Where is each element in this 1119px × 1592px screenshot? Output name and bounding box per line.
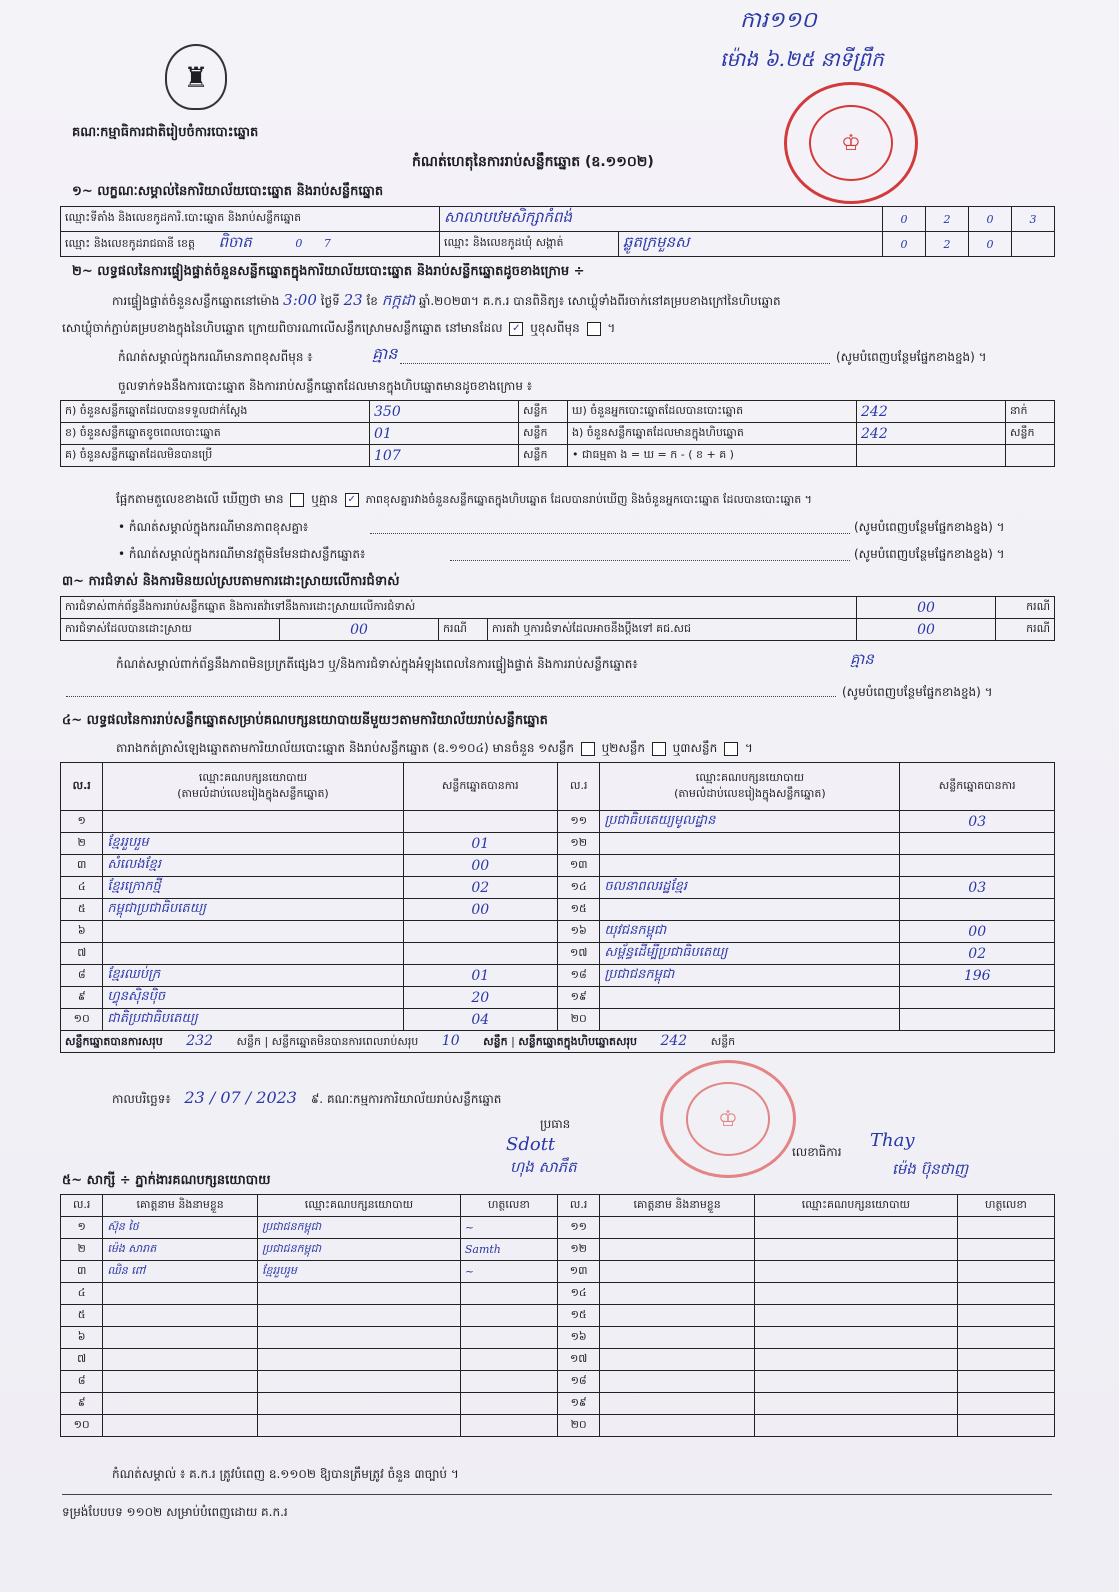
witness-name xyxy=(600,1239,755,1261)
party-result-row xyxy=(61,833,1055,855)
party-name xyxy=(103,811,403,833)
total-box-value: 242 xyxy=(660,1032,688,1049)
tally-sheets-text: តារាងកត់ត្រាសំឡេងឆ្នោតតាមការិយាល័យបោះឆ្នោត និងរាប់សន្លឹកឆ្នោត (ឧ.១១០៤) មានចំនួន ១សន្លឹក xyxy=(116,741,574,755)
appeal-unit: ករណី xyxy=(996,619,1055,641)
no-diff-label: ឬគ្មាន xyxy=(311,492,338,506)
total-box-unit: សន្លឹក xyxy=(710,1034,736,1048)
witness-name xyxy=(600,1349,755,1371)
witness-signature xyxy=(460,1415,557,1437)
witness-signature: ~ xyxy=(460,1217,557,1239)
party-votes: 02 xyxy=(403,877,557,899)
party-votes: 00 xyxy=(900,921,1055,943)
witness-name: ស៊ុន ថៃ xyxy=(103,1217,258,1239)
witness-no: ៦ xyxy=(61,1327,103,1349)
party-name: ហ្វុនស៊ិនប៉ិច xyxy=(103,987,403,1009)
party-result-row xyxy=(61,855,1055,877)
party-votes: 00 xyxy=(403,899,557,921)
party-result-row xyxy=(61,899,1055,921)
party-no: ២ xyxy=(61,833,103,855)
col-party-right: ឈ្មោះគណបក្សនយោបាយ (តាមលំដាប់លេខរៀងក្នុងសន្លឹកឆ្នោត) xyxy=(600,763,900,811)
party-name: យុវជនកម្ពុជា xyxy=(600,921,900,943)
two-sheet-label: ឬ២សន្លឹក xyxy=(601,741,646,755)
section1-title: ១~ លក្ខណៈសម្គាល់នៃការិយាល័យបោះឆ្នោត និងរាប់សន្លឹកឆ្នោត xyxy=(72,184,384,199)
party-no: ១៨ xyxy=(558,965,600,987)
witness-party xyxy=(754,1393,957,1415)
witness-no: ១៩ xyxy=(557,1393,599,1415)
party-name xyxy=(600,899,900,921)
total-box-label: សន្លឹកឆ្នោតក្នុងហិបឆ្នោតសរុប xyxy=(518,1034,637,1048)
chair-label: ប្រធាន xyxy=(540,1117,571,1131)
irregularity-hint: (សូមបំពេញបន្ថែមផ្នែកខាងខ្នង) ។ xyxy=(842,685,993,699)
witness-no: ១៥ xyxy=(557,1305,599,1327)
witness-col-party-left: ឈ្មោះគណបក្សនយោបាយ xyxy=(257,1195,460,1217)
total-invalid-unit: សន្លឹក xyxy=(483,1034,508,1048)
witness-name xyxy=(103,1283,258,1305)
party-name: ប្រជាធិបតេយ្យមូលដ្ឋាន xyxy=(600,811,900,833)
location-code-2: 2 xyxy=(926,207,969,232)
party-result-row xyxy=(61,987,1055,1009)
figure-left-label: ក) ចំនួនសន្លឹកឆ្នោតដែលបានទទួលជាក់ស្តែង xyxy=(61,401,370,423)
witness-signature xyxy=(460,1327,557,1349)
col-no-right: ល.រ xyxy=(558,763,600,811)
section4-title: ៤~ លទ្ធផលនៃការរាប់សន្លឹកឆ្នោតសម្រាប់គណបក្សនយោបាយនីមួយៗតាមការិយាល័យរាប់សន្លឹកឆ្នោត xyxy=(62,713,548,728)
party-votes: 04 xyxy=(403,1009,557,1031)
party-name xyxy=(600,1009,900,1031)
section2-title: ២~ លទ្ធផលនៃការផ្ទៀងផ្ទាត់ចំនួនសន្លឹកឆ្នោតក្នុងការិយាល័យបោះឆ្នោត និងរាប់សន្លឹកឆ្នោតដូចខាងក្រោម ÷ xyxy=(72,264,585,279)
witness-name xyxy=(103,1415,258,1437)
party-result-row xyxy=(61,811,1055,833)
no-diff-checkbox[interactable]: ✓ xyxy=(345,493,359,507)
party-votes: 00 xyxy=(403,855,557,877)
figure-left-label: ខ) ចំនួនសន្លឹកឆ្នោតខូចពេលបោះឆ្នោត xyxy=(61,423,370,445)
witness-col-name-left: គោត្តនាម និងនាមខ្លួន xyxy=(103,1195,258,1217)
witness-signature xyxy=(460,1349,557,1371)
col-votes-right: សន្លឹកឆ្នោតបានការ xyxy=(900,763,1055,811)
figure-left-label: គ) ចំនួនសន្លឹកឆ្នោតដែលមិនបានប្រើ xyxy=(61,445,370,467)
witness-no: ៤ xyxy=(61,1283,103,1305)
diff-case-note: • កំណត់សម្គាល់ក្នុងករណីមានភាពខុសគ្នា៖ xyxy=(118,520,309,534)
date-value: 23 / 07 / 2023 xyxy=(184,1088,297,1107)
witness-no: ១៤ xyxy=(557,1283,599,1305)
witness-name xyxy=(103,1305,258,1327)
secretary-name: ម៉េង ប៊ុនថាញ xyxy=(892,1160,969,1178)
verification-month: កក្កដា xyxy=(381,291,416,309)
party-votes: 02 xyxy=(900,943,1055,965)
form-title: កំណត់ហេតុនៃការរាប់សន្លឹកឆ្នោត (ឧ.១១០២) xyxy=(412,154,654,170)
party-result-row xyxy=(61,943,1055,965)
witness-row xyxy=(61,1415,1055,1437)
witness-col-name-right: គោត្តនាម និងនាមខ្លួន xyxy=(600,1195,755,1217)
objections-value: 00 xyxy=(857,597,996,619)
chair-signature: Sdott xyxy=(506,1134,556,1155)
witness-row xyxy=(61,1349,1055,1371)
day-label: ថ្ងៃទី xyxy=(320,294,340,308)
witness-name xyxy=(600,1415,755,1437)
witness-party: ប្រជាជនកម្ពុជា xyxy=(257,1239,460,1261)
witness-name xyxy=(103,1393,258,1415)
witness-col-party-right: ឈ្មោះគណបក្សនយោបាយ xyxy=(754,1195,957,1217)
witness-signature xyxy=(460,1283,557,1305)
witness-row xyxy=(61,1393,1055,1415)
witness-col-sign-right: ហត្ថលេខា xyxy=(957,1195,1054,1217)
witness-name xyxy=(600,1261,755,1283)
party-votes xyxy=(900,855,1055,877)
month-label: ខែ xyxy=(366,294,378,308)
seal-text: សោឃ្លុំចាក់ភ្ជាប់គម្របខាងក្នុងនៃហិបឆ្នោត ក្រោយពិចារណាលើសន្លឹកស្រោមសន្លឹកឆ្នោត នៅមានដែល xyxy=(62,321,503,335)
figure-right-value: 242 xyxy=(857,401,1006,423)
witness-signature xyxy=(957,1393,1054,1415)
tally-sheets-line: តារាងកត់ត្រាសំឡេងឆ្នោតតាមការិយាល័យបោះឆ្នោត និងរាប់សន្លឹកឆ្នោត (ឧ.១១០៤) មានចំនួន ១សន្លឹក ឬ២សន្លឹក ឬ៣សន្លឹក ។ xyxy=(116,741,753,755)
footer-text: ទម្រង់បែបបទ ១១០២ សម្រាប់បំពេញដោយ គ.ក.រ xyxy=(62,1505,288,1519)
irregularity-value: គ្មាន xyxy=(850,650,874,668)
seal-line: សោឃ្លុំចាក់ភ្ជាប់គម្របខាងក្នុងនៃហិបឆ្នោត ក្រោយពិចារណាលើសន្លឹកស្រោមសន្លឹកឆ្នោត នៅមានដែល ✓ ឬខុសពីមុន ។ xyxy=(62,321,616,335)
appeal-label: ការតវ៉ា ឬការជំទាស់ដែលអាចនឹងប្តឹងទៅ គជ.សជ xyxy=(488,619,857,641)
witness-no: ២ xyxy=(61,1239,103,1261)
witness-signature xyxy=(460,1305,557,1327)
witness-no: ១៧ xyxy=(557,1349,599,1371)
witness-row xyxy=(61,1327,1055,1349)
witness-party xyxy=(257,1349,460,1371)
witness-no: ៥ xyxy=(61,1305,103,1327)
section1-table xyxy=(60,206,1055,257)
party-votes xyxy=(403,921,557,943)
party-no: ៣ xyxy=(61,855,103,877)
witness-party xyxy=(257,1327,460,1349)
seal-diff-checkbox[interactable] xyxy=(587,322,601,336)
witness-party xyxy=(754,1239,957,1261)
location-code-3: 0 xyxy=(969,207,1012,232)
province-code-2: 7 xyxy=(323,237,331,250)
witness-signature xyxy=(460,1393,557,1415)
committee-stamp-icon: ♔ xyxy=(660,1060,796,1178)
party-name: សម្ព័ន្ធដើម្បីប្រជាធិបតេយ្យ xyxy=(600,943,900,965)
party-no: ១៣ xyxy=(558,855,600,877)
party-result-row xyxy=(61,921,1055,943)
witness-no: ១០ xyxy=(61,1415,103,1437)
witness-signature xyxy=(957,1327,1054,1349)
party-votes xyxy=(403,811,557,833)
witness-party xyxy=(754,1415,957,1437)
party-name: សំលេងខ្មែរ xyxy=(103,855,403,877)
figures-intro: ចួលទាក់ទងនឹងការបោះឆ្នោត និងការរាប់សន្លឹកឆ្នោតដែលមានក្នុងហិបឆ្នោតមានដូចខាងក្រោម ៖ xyxy=(118,379,533,393)
witness-signature xyxy=(957,1305,1054,1327)
seal-ok-checkbox[interactable]: ✓ xyxy=(509,322,523,336)
witness-signature xyxy=(460,1371,557,1393)
witness-name xyxy=(600,1393,755,1415)
commune-code-1: 0 xyxy=(883,232,926,257)
handwritten-time: ម៉ោង ៦.២៥ នាទីព្រឹក xyxy=(720,47,884,71)
party-votes xyxy=(403,943,557,965)
witness-name xyxy=(103,1327,258,1349)
objections-label: ការជំទាស់ពាក់ព័ន្ធនឹងការរាប់សន្លឹកឆ្នោត និងការតវ៉ាទៅនឹងការដោះស្រាយលើការជំទាស់ xyxy=(61,597,857,619)
party-name: ខ្មែររួបរួម xyxy=(103,833,403,855)
witness-signature xyxy=(957,1217,1054,1239)
witness-row xyxy=(61,1283,1055,1305)
witness-no: ១ xyxy=(61,1217,103,1239)
party-votes: 196 xyxy=(900,965,1055,987)
witness-no: ២០ xyxy=(557,1415,599,1437)
location-label: ឈ្មោះទីតាំង និងលេខកូដការិ.បោះឆ្នោត និងរាប់សន្លឹកឆ្នោត xyxy=(61,207,440,232)
witness-party xyxy=(754,1371,957,1393)
figure-left-unit: សន្លឹក xyxy=(519,401,568,423)
witness-party xyxy=(754,1283,957,1305)
verification-text: ការផ្ទៀងផ្ទាត់ចំនួនសន្លឹកឆ្នោតនៅម៉ោង xyxy=(112,294,280,308)
handwritten-note: ការ១១០ xyxy=(740,8,817,33)
witness-signature: Samth xyxy=(460,1239,557,1261)
party-name xyxy=(103,943,403,965)
witness-name xyxy=(103,1349,258,1371)
figures-row xyxy=(61,401,1055,423)
witness-no: ១២ xyxy=(557,1239,599,1261)
party-no: ១៤ xyxy=(558,877,600,899)
witness-col-no-right: ល.រ xyxy=(557,1195,599,1217)
party-name xyxy=(600,833,900,855)
party-no: ៥ xyxy=(61,899,103,921)
objections-unit: ករណី xyxy=(996,597,1055,619)
location-code-1: 0 xyxy=(883,207,926,232)
witness-signature xyxy=(957,1371,1054,1393)
party-name xyxy=(600,855,900,877)
three-sheet-label: ឬ៣សន្លឹក xyxy=(672,741,718,755)
witness-no: ៨ xyxy=(61,1371,103,1393)
party-votes: 01 xyxy=(403,965,557,987)
witness-name xyxy=(103,1371,258,1393)
col-party-left: ឈ្មោះគណបក្សនយោបាយ (តាមលំដាប់លេខរៀងក្នុងសន្លឹកឆ្នោត) xyxy=(103,763,403,811)
party-no: ៦ xyxy=(61,921,103,943)
party-no: ១២ xyxy=(558,833,600,855)
commune-label: ឈ្មោះ និងលេខកូដឃុំ សង្កាត់ xyxy=(440,232,619,257)
figure-right-unit xyxy=(1006,445,1055,467)
witness-no: ១៣ xyxy=(557,1261,599,1283)
witness-party xyxy=(257,1371,460,1393)
witness-signature xyxy=(957,1415,1054,1437)
witness-party xyxy=(754,1327,957,1349)
figure-right-unit: សន្លឹក xyxy=(1006,423,1055,445)
irregularity-note: កំណត់សម្គាល់ពាក់ព័ន្ធនឹងភាពមិនប្រក្រតីផ្សេងៗ ឬ/និងការជំទាស់ក្នុងអំឡុងពេលនៃការផ្ទៀងផ្ទាត់ និងការរាប់សន្លឹកឆ្នោត៖ xyxy=(116,657,638,671)
party-name: ប្រជាជនកម្ពុជា xyxy=(600,965,900,987)
appeal-value: 00 xyxy=(857,619,996,641)
verification-time: 3:00 xyxy=(283,291,317,309)
party-no: ១០ xyxy=(61,1009,103,1031)
diff-note-label: កំណត់សម្គាល់ក្នុងករណីមានភាពខុសពីមុន ៖ xyxy=(118,350,313,364)
figure-left-value: 01 xyxy=(370,423,519,445)
party-name: ខ្មែរឈប់ក្រ xyxy=(103,965,403,987)
figure-left-unit: សន្លឹក xyxy=(519,445,568,467)
figure-left-value: 350 xyxy=(370,401,519,423)
party-no: ៧ xyxy=(61,943,103,965)
witness-row xyxy=(61,1371,1055,1393)
org-name: គណៈកម្មាធិការជាតិរៀបចំការបោះឆ្នោត xyxy=(72,125,259,140)
province-code-1: 0 xyxy=(295,237,303,250)
figures-row xyxy=(61,423,1055,445)
party-no: ១ xyxy=(61,811,103,833)
figure-right-unit: នាក់ xyxy=(1006,401,1055,423)
witness-note: កំណត់សម្គាល់ ៖ គ.ក.រ ត្រូវបំពេញ ឧ.១១០២ ឱ្យបានត្រឹមត្រូវ ចំនួន ៣ច្បាប់ ។ xyxy=(112,1467,459,1481)
total-invalid-value: 10 xyxy=(441,1032,460,1049)
witness-name xyxy=(600,1305,755,1327)
witness-row xyxy=(61,1239,1055,1261)
witness-party: ខ្មែររួបរួម xyxy=(257,1261,460,1283)
resolved-value: 00 xyxy=(280,619,439,641)
witness-signature xyxy=(957,1349,1054,1371)
witness-no: ៣ xyxy=(61,1261,103,1283)
party-no: ១៥ xyxy=(558,899,600,921)
witness-no: ១៨ xyxy=(557,1371,599,1393)
figure-right-label: ឃ) ចំនួនអ្នកបោះឆ្នោតដែលបានបោះឆ្នោត xyxy=(568,401,857,423)
province-label: ឈ្មោះ និងលេខកូដរាជធានី ខេត្ត xyxy=(65,237,195,250)
foreign-object-note: • កំណត់សម្គាល់ក្នុងករណីមានវត្ថុមិនមែនជាសន្លឹកឆ្នោត៖ xyxy=(118,547,366,561)
party-votes: 01 xyxy=(403,833,557,855)
secretary-label: លេខាធិការ xyxy=(792,1145,842,1159)
party-name xyxy=(600,987,900,1009)
witness-col-no-left: ល.រ xyxy=(61,1195,103,1217)
witness-name xyxy=(600,1327,755,1349)
secretary-signature: Thay xyxy=(870,1130,915,1151)
witness-signature xyxy=(957,1261,1054,1283)
figures-row xyxy=(61,445,1055,467)
witness-party xyxy=(257,1305,460,1327)
party-result-row xyxy=(61,877,1055,899)
witness-no: ១៦ xyxy=(557,1327,599,1349)
location-value: សាលាបឋមសិក្សាកំពង់ xyxy=(440,207,883,232)
location-code-4: 3 xyxy=(1012,207,1055,232)
date-line xyxy=(112,1088,501,1109)
diff-note-hint: (សូមបំពេញបន្ថែមផ្នែកខាងខ្នង) ។ xyxy=(836,350,987,364)
witness-signature xyxy=(957,1239,1054,1261)
witness-name xyxy=(600,1217,755,1239)
committee-label: ៩. គណៈកម្មការការិយាល័យរាប់សន្លឹកឆ្នោត xyxy=(310,1092,502,1106)
witness-col-sign-left: ហត្ថលេខា xyxy=(460,1195,557,1217)
totals-row: សន្លឹកឆ្នោតបានការសរុប 232 សន្លឹក | សន្លឹកឆ្នោតមិនបានការពេលរាប់សរុប 10 សន្លឹក | សន្លឹកឆ្នោតក្នុងហិបឆ្នោតសរុប 242 សន្លឹក xyxy=(61,1031,1055,1053)
party-no: ១១ xyxy=(558,811,600,833)
diff-result-line xyxy=(116,491,812,509)
party-votes xyxy=(900,1009,1055,1031)
figure-right-value xyxy=(857,445,1006,467)
diff-result-text: ផ្អែកតាមតួលេខខាងលើ ឃើញថា មាន xyxy=(116,492,284,506)
diff-case-hint: (សូមបំពេញបន្ថែមផ្នែកខាងខ្នង) ។ xyxy=(854,520,1005,534)
witness-row xyxy=(61,1305,1055,1327)
party-no: ២០ xyxy=(558,1009,600,1031)
angkor-seal-icon: ♜ xyxy=(165,44,227,110)
witness-party xyxy=(754,1305,957,1327)
party-votes: 03 xyxy=(900,811,1055,833)
verification-line xyxy=(112,291,781,313)
col-votes-left: សន្លឹកឆ្នោតបានការ xyxy=(403,763,557,811)
figure-left-value: 107 xyxy=(370,445,519,467)
party-votes xyxy=(900,833,1055,855)
witness-party xyxy=(754,1261,957,1283)
witness-no: ៧ xyxy=(61,1349,103,1371)
party-result-row xyxy=(61,1009,1055,1031)
witness-name: ម៉េង សារាត xyxy=(103,1239,258,1261)
three-sheet-checkbox[interactable] xyxy=(724,742,738,756)
party-no: ៤ xyxy=(61,877,103,899)
figures-table xyxy=(60,400,1055,467)
witness-name: ឈិន ពៅ xyxy=(103,1261,258,1283)
party-votes xyxy=(900,899,1055,921)
total-valid-value: 232 xyxy=(186,1032,213,1049)
party-votes xyxy=(900,987,1055,1009)
total-invalid-label: សន្លឹកឆ្នោតមិនបានការពេលរាប់សរុប xyxy=(271,1034,419,1048)
verification-day: 23 xyxy=(343,291,363,309)
party-name: ជាតិប្រជាធិបតេយ្យ xyxy=(103,1009,403,1031)
party-results-table xyxy=(60,762,1055,1053)
total-valid-label: សន្លឹកឆ្នោតបានការសរុប xyxy=(65,1034,163,1048)
commune-code-2: 2 xyxy=(926,232,969,257)
witness-party xyxy=(257,1393,460,1415)
figure-right-value: 242 xyxy=(857,423,1006,445)
witness-no: ១១ xyxy=(557,1217,599,1239)
party-no: ១៩ xyxy=(558,987,600,1009)
party-name xyxy=(103,921,403,943)
commune-value: ឆ្លូតក្រមួនស xyxy=(619,232,883,257)
witness-party: ប្រជាជនកម្ពុជា xyxy=(257,1217,460,1239)
date-label: កាលបរិច្ឆេទ៖ xyxy=(112,1092,171,1106)
party-name: ខ្មែរក្រោកថ្មី xyxy=(103,877,403,899)
party-name: កម្ពុជាប្រជាធិបតេយ្យ xyxy=(103,899,403,921)
province-cell xyxy=(61,232,440,257)
figure-left-unit: សន្លឹក xyxy=(519,423,568,445)
witness-party xyxy=(257,1415,460,1437)
figure-right-label: ង) ចំនួនសន្លឹកឆ្នោតដែលមានក្នុងហិបឆ្នោត xyxy=(568,423,857,445)
witness-table xyxy=(60,1194,1055,1437)
witness-signature: ~ xyxy=(460,1261,557,1283)
province-value: ពិចាត xyxy=(218,233,252,251)
witness-name xyxy=(600,1371,755,1393)
section3-table xyxy=(60,596,1055,641)
party-no: ៩ xyxy=(61,987,103,1009)
year-text: ឆ្នាំ.២០២៣។ គ.ក.រ បានពិនិត្យ៖ សោឃ្លុំទាំងពីរចាក់នៅគម្របខាងក្រៅនៃហិបឆ្នោត xyxy=(418,294,781,308)
diff-note-value: គ្មាន xyxy=(372,344,398,363)
party-no: ១៧ xyxy=(558,943,600,965)
chair-name: ហុង សាភឹត xyxy=(510,1158,577,1176)
party-votes: 03 xyxy=(900,877,1055,899)
section5-title: ៥~ សាក្សី ÷ ភ្នាក់ងារគណបក្សនយោបាយ xyxy=(62,1173,271,1188)
seal-diff-label: ឬខុសពីមុន xyxy=(530,321,580,335)
official-stamp-icon: ♔ xyxy=(784,82,918,204)
col-no-left: ល.រ xyxy=(61,763,103,811)
party-name: ចលនាពលរដ្ឋខ្មែរ xyxy=(600,877,900,899)
section3-title: ៣~ ការជំទាស់ និងការមិនយល់ស្របតាមការដោះស្រាយលើការជំទាស់ xyxy=(62,574,400,589)
witness-row xyxy=(61,1261,1055,1283)
figure-right-label: • ជាធម្មតា ង = ឃ = ក - ( ខ + គ ) xyxy=(568,445,857,467)
party-votes: 20 xyxy=(403,987,557,1009)
witness-signature xyxy=(957,1283,1054,1305)
witness-party xyxy=(754,1349,957,1371)
party-no: ១៦ xyxy=(558,921,600,943)
two-sheet-checkbox[interactable] xyxy=(652,742,666,756)
party-result-row xyxy=(61,965,1055,987)
witness-row xyxy=(61,1217,1055,1239)
commune-code-3: 0 xyxy=(969,232,1012,257)
resolved-label: ការជំទាស់ដែលបានដោះស្រាយ xyxy=(61,619,280,641)
witness-no: ៩ xyxy=(61,1393,103,1415)
witness-party xyxy=(754,1217,957,1239)
one-sheet-checkbox[interactable] xyxy=(581,742,595,756)
total-valid-unit: សន្លឹក xyxy=(236,1034,261,1048)
witness-name xyxy=(600,1283,755,1305)
resolved-unit: ករណី xyxy=(439,619,488,641)
foreign-object-hint: (សូមបំពេញបន្ថែមផ្នែកខាងខ្នង) ។ xyxy=(854,547,1005,561)
witness-party xyxy=(257,1283,460,1305)
party-no: ៨ xyxy=(61,965,103,987)
has-diff-checkbox[interactable] xyxy=(290,493,304,507)
diff-result-tail: ភាពខុសគ្នារវាងចំនួនសន្លឹកឆ្នោតក្នុងហិបឆ្នោត ដែលបានរាប់ឃើញ និងចំនួនអ្នកបោះឆ្នោត ដែលបានបោះឆ្នោត ។ xyxy=(365,493,812,506)
